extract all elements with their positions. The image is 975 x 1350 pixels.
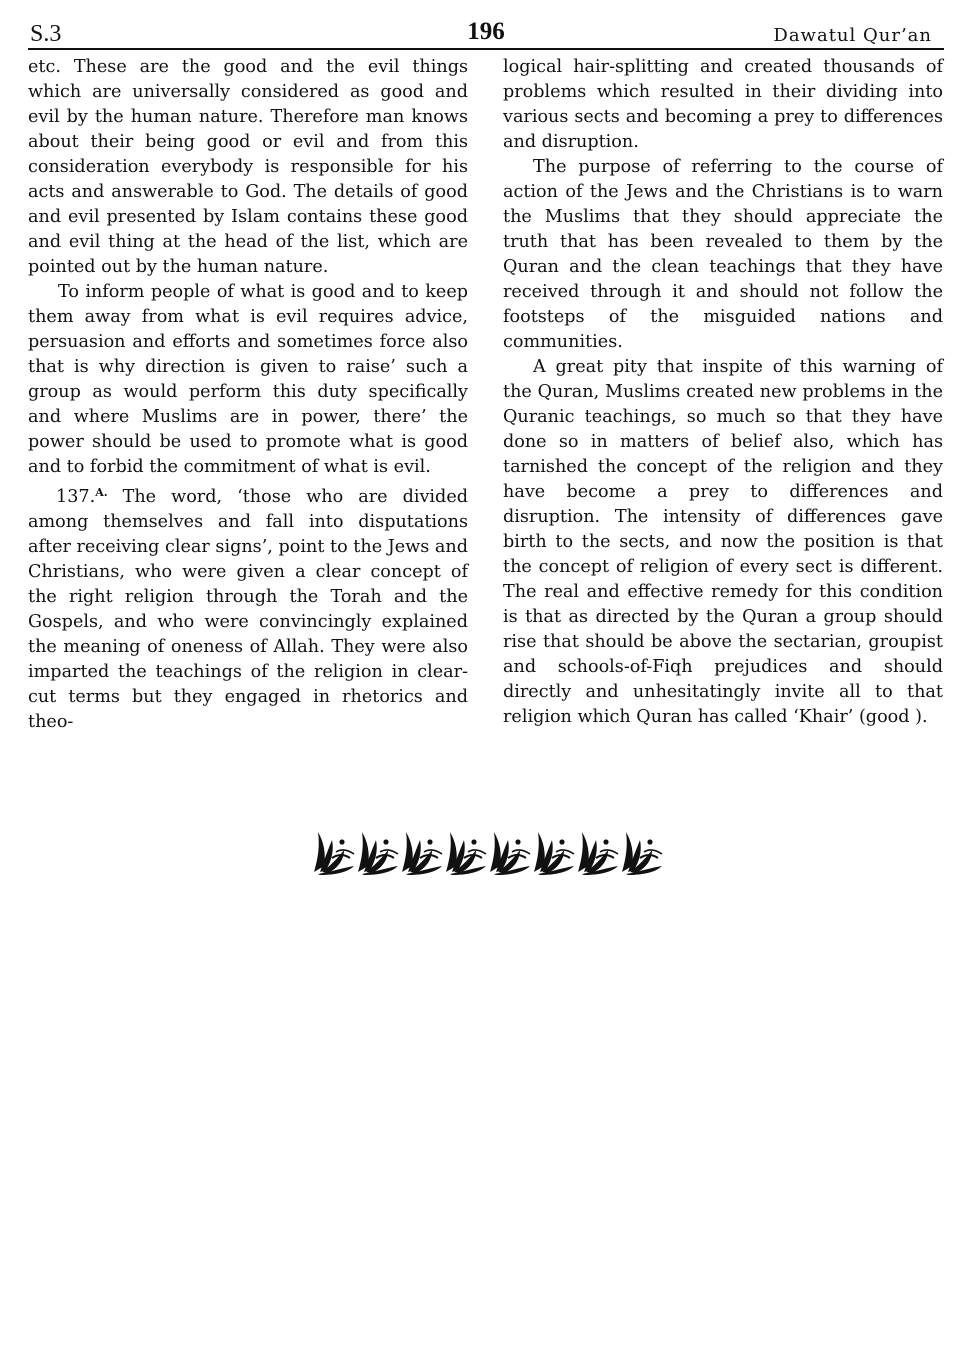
note-text: The word, ‘those who are divided among themselves and fall into disputations after receiving clear signs’, point to the Jews and Christians, who were given a clear concept of the right religion through the Torah and the Gospels, and who were convincingly explained the meaning of oneness of Allah. They were also imparted the teachings of the religion in clear-cut terms but they engaged in rhetorics and theo- bbox=[28, 487, 468, 732]
left-paragraph-2: To inform people of what is good and to keep them away from what is evil requires advice, persuasion and efforts and sometimes force also that is why direction is given to raise’ such a group as would perform this duty specifically and where Muslims are in power, there’ the power should be used to promote what is good and to forbid the commitment of what is evil. bbox=[28, 282, 468, 477]
right-column bbox=[503, 55, 943, 730]
note-137-paragraph bbox=[28, 480, 468, 735]
note-marker: A. bbox=[95, 486, 108, 499]
surah-label: S.3 bbox=[30, 21, 62, 47]
book-title: Dawatul Qur’an bbox=[773, 25, 932, 46]
left-paragraph-1: etc. These are the good and the evil things which are universally considered as good and evil by the human nature. Therefore man knows about their being good or evil and from this consideration everybody is responsible for his acts and answerable to God. The details of good and evil presented by Islam contains these good and evil thing at the head of the list, which are pointed out by the human nature. bbox=[28, 57, 468, 277]
right-paragraph-3: A great pity that inspite of this warning of the Quran, Muslims created new problems in the Quranic teachings, so much so that they have done so in matters of belief also, which has tarnished the concept of the religion and they have become a prey to differences and disruption. The intensity of differences gave birth to the sects, and now the position is that the concept of religion of every sect is different. The real and effective remedy for this condition is that as directed by the Quran a group should rise that should be above the sectarian, groupist and schools-of-Fiqh prejudices and should directly and unhesitatingly invite all to that religion which Quran has called ‘Khair’ (good ). bbox=[503, 357, 943, 727]
left-column bbox=[28, 55, 468, 735]
page-header bbox=[28, 16, 944, 50]
right-paragraph-1: logical hair-splitting and created thousands of problems which resulted in their dividing into various sects and becoming a prey to differences and disruption. bbox=[503, 57, 943, 152]
note-number: 137. bbox=[56, 487, 96, 507]
floral-divider-icon bbox=[312, 828, 664, 876]
page-number: 196 bbox=[467, 18, 505, 45]
right-paragraph-2: The purpose of referring to the course of action of the Jews and the Christians is to warn the Muslims that they should appreciate the truth that has been revealed to them by the Quran and the clean teachings that they have received through it and should not follow the footsteps of the misguided nations and communities. bbox=[503, 157, 943, 352]
